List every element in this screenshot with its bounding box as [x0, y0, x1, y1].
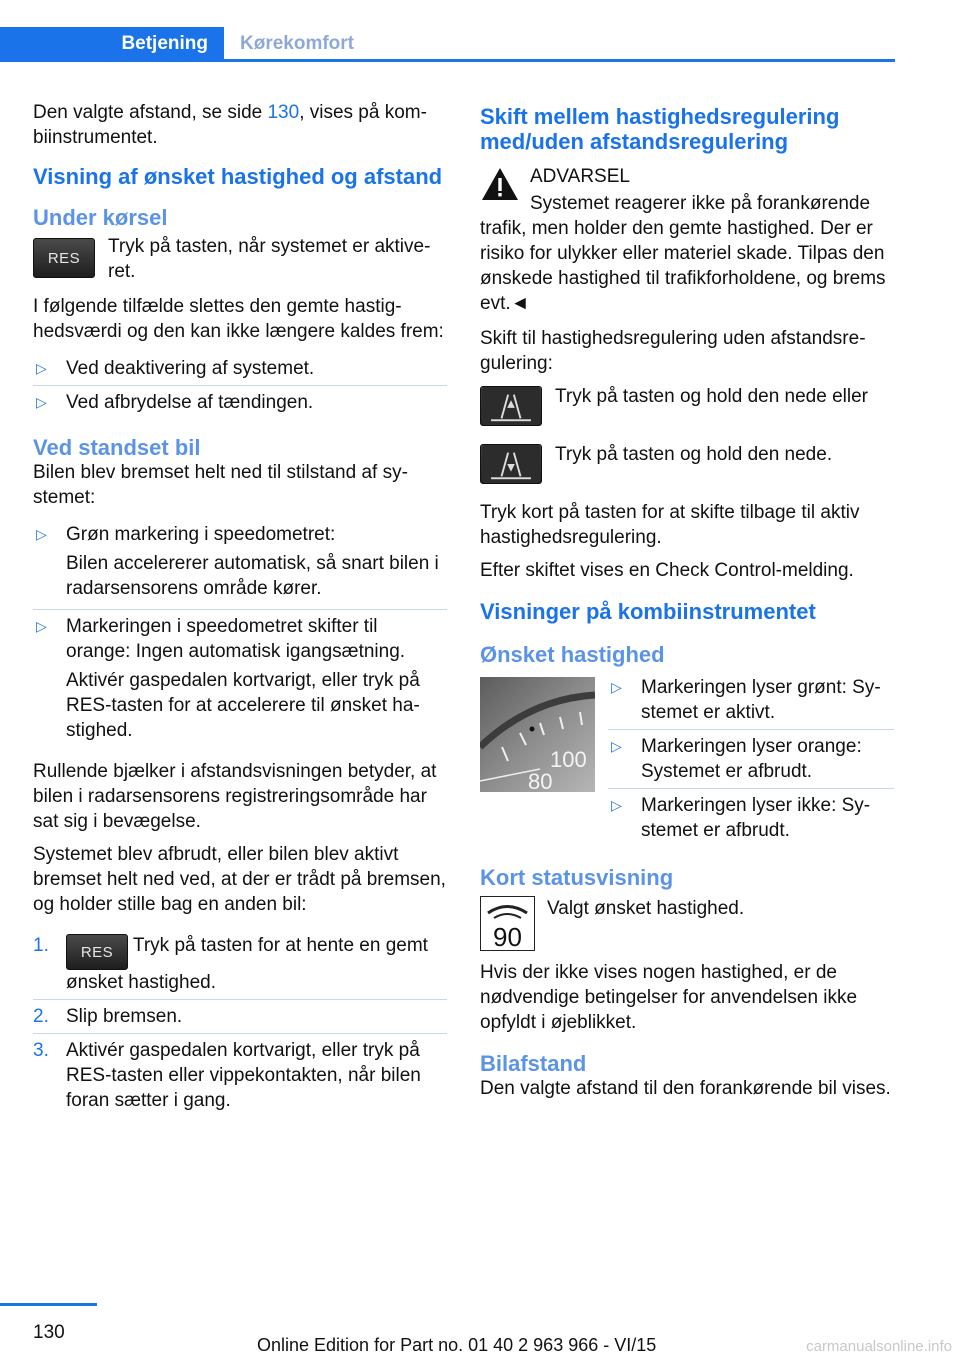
desired-speed-block	[480, 671, 894, 851]
braked-text: Systemet blev afbrudt, eller bilen blev aktivt bremset helt ned ved, at der er trådt på bremsen, og holder stille bag en anden bil:	[33, 844, 446, 915]
status-value: 90	[493, 922, 522, 951]
tab-betjening[interactable]: Betjening	[0, 27, 224, 62]
list-item: ▷ Ved afbrydelse af tændingen.	[36, 392, 314, 413]
heading-display: Visning af ønsket hastighed og afstand	[33, 164, 443, 189]
heading-status: Kort statusvisning	[480, 865, 674, 890]
delete-list	[33, 352, 447, 419]
heading-displays: Visninger på kombiinstrumentet	[480, 599, 816, 624]
warning-text: Systemet reagerer ikke på forankørende trafik, men holder den gemte hastighed. Der er risiko for ulykker eller materiel skade. Tilpas den ønskede hastighed til trafikforholdene, og brems evt.◄	[480, 193, 886, 314]
page-number: 130	[33, 1322, 65, 1343]
triangle-bullet-icon: ▷	[36, 394, 47, 410]
footer-line	[0, 1303, 97, 1306]
list-item: ▷ Markeringen lyser ikke: Systemet er afbrudt.	[611, 795, 871, 841]
heading-distance: Bilafstand	[480, 1051, 587, 1076]
list-item: ▷ Ved deaktivering af systemet.	[33, 352, 447, 386]
triangle-bullet-icon: ▷	[611, 679, 622, 695]
speedometer-image	[480, 677, 595, 792]
heading-stopped: Ved standset bil	[33, 435, 201, 460]
distance-text: Den valgte afstand til den forankørende bil vises.	[480, 1078, 891, 1099]
edition-text: Online Edition for Part no. 01 40 2 963 966 - VI/15	[257, 1335, 657, 1355]
speedo-label-80: 80	[528, 769, 553, 792]
step-item: 2. Slip bremsen.	[33, 1000, 447, 1034]
status-text: Valgt ønsket hastighed.	[547, 898, 745, 919]
triangle-bullet-icon: ▷	[36, 360, 47, 376]
lane-text-1: Tryk på tasten og hold den nede eller	[555, 386, 868, 407]
list-item: ▷ Markeringen lyser grønt: Systemet er aktivt.	[608, 671, 894, 730]
lane-row-1	[480, 384, 894, 430]
stopped-intro: Bilen blev bremset helt ned til stilstand af systemet:	[33, 462, 408, 508]
heading-switch: Skift mellem hastighedsregulering med/uden afstandsregulering	[480, 104, 840, 154]
triangle-bullet-icon: ▷	[611, 797, 622, 813]
res-button-icon: RES	[33, 238, 95, 278]
triangle-bullet-icon: ▷	[36, 526, 47, 542]
stopped-list	[33, 518, 447, 751]
heading-driving: Under kørsel	[33, 205, 168, 230]
watermark: carmanualsonline.info	[806, 1338, 952, 1355]
warning-triangle-icon	[480, 166, 520, 202]
speed-status-icon	[480, 896, 535, 951]
list-item: ▷ Markeringen lyser orange: Systemet er afbrudt.	[608, 730, 894, 789]
desired-list	[608, 671, 894, 847]
res-row	[33, 234, 447, 284]
triangle-bullet-icon: ▷	[611, 738, 622, 754]
heading-desired: Ønsket hastighed	[480, 642, 665, 667]
right-column	[480, 100, 894, 1109]
after-switch-text: Efter skiftet vises en Check Control-melding.	[480, 560, 854, 581]
speedo-label-100: 100	[550, 747, 587, 772]
step-item: 1. RES Tryk på tasten for at hente en gemt ønsket hastighed.	[33, 929, 447, 1000]
res-button-icon: RES	[66, 934, 128, 970]
step-item: 3. Aktivér gaspedalen kortvarigt, eller tryk på RES-tasten eller vippekontakten, når bilen foran sætter i gang.	[33, 1040, 421, 1111]
lane-assist-down-button-icon	[480, 444, 542, 484]
list-item: ▷ Grøn markering i speedometret: Bilen accelererer automatisk, så snart bilen i radarsensorens område kører.	[33, 518, 447, 610]
rolling-text: Rullende bjælker i afstandsvisningen betyder, at bilen i radarsensorens registreringsområde har sat sig i bevægelse.	[33, 761, 437, 832]
warning-title: ADVARSEL	[530, 166, 630, 187]
left-column	[33, 100, 447, 1117]
steps-list	[33, 929, 447, 1117]
no-speed-text: Hvis der ikke vises nogen hastighed, er de nødvendige betingelser for anvendelsen ikke opfyldt i øjeblikket.	[480, 962, 858, 1033]
warning-block	[480, 164, 894, 316]
lane-assist-button-icon	[480, 386, 542, 426]
intro-paragraph: Den valgte afstand, se side 130, vises på kombiinstrumentet.	[33, 102, 427, 148]
switch-intro: Skift til hastighedsregulering uden afstandsregulering:	[480, 328, 866, 374]
page-link[interactable]: 130	[267, 102, 300, 123]
short-press-text: Tryk kort på tasten for at skifte tilbage til aktiv hastighedsregulering.	[480, 502, 860, 548]
delete-intro: I følgende tilfælde slettes den gemte hastighedsværdi og den kan ikke længere kaldes frem:	[33, 296, 444, 342]
status-row	[480, 894, 894, 950]
triangle-bullet-icon: ▷	[36, 618, 47, 634]
lane-text-2: Tryk på tasten og hold den nede.	[555, 444, 833, 465]
lane-row-2	[480, 442, 894, 488]
list-item: ▷ Markeringen i speedometret skifter til orange: Ingen automatisk igangsætning. Aktivér gaspedalen kortvarigt, eller tryk på RES-tasten for at accelerere til ønsket hastighed.	[36, 616, 420, 741]
res-text: Tryk på tasten, når systemet er aktiveret.	[108, 236, 431, 282]
tab-korekomfort[interactable]: Kørekomfort	[240, 33, 355, 54]
